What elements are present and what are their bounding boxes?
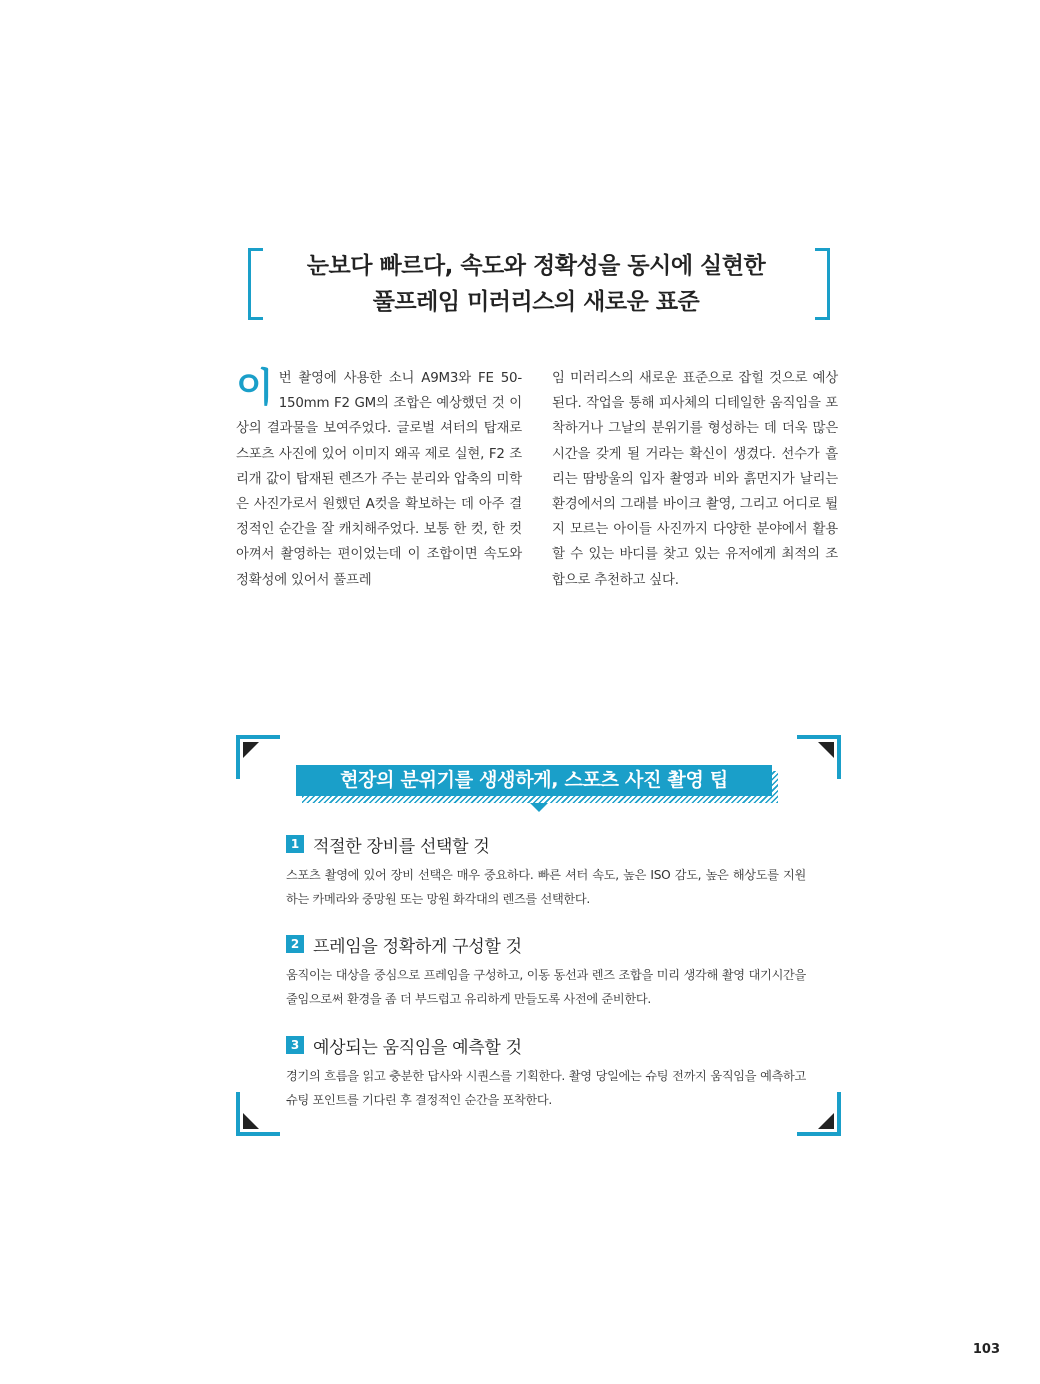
banner-pointer	[530, 803, 548, 812]
tip-number-badge: 2	[286, 935, 304, 953]
body-text-right: 임 미러리스의 새로운 표준으로 잡힐 것으로 예상된다. 작업을 통해 피사체의 디테일한 움직임을 포착하거나 그날의 분위기를 형성하는 데 더욱 많은 시간을 갖게 될 거라는 확신이 생겼다. 선수가 흘리는 땀방울의 입자 촬영과 비와 흙먼지가 날리는 환경에서의 그래블 바이크 촬영, 그리고 어디로 튈지 모르는 아이들 사진까지 다양한 분야에서 활용할 수 있는 바디를 찾고 있는 유저에게 최적의 조합으로 추천하고 싶다.	[552, 371, 838, 588]
tip-body: 경기의 흐름을 읽고 충분한 답사와 시퀀스를 기획한다. 촬영 당일에는 슈팅 전까지 움직임을 예측하고 슈팅 포인트를 기다린 후 결정적인 순간을 포착한다.	[286, 1069, 806, 1107]
tip-1	[286, 832, 806, 911]
body-column-left	[236, 366, 522, 593]
tip-title: 적절한 장비를 선택할 것	[313, 836, 490, 857]
corner-triangle-icon	[818, 1113, 834, 1129]
tip-body: 스포츠 촬영에 있어 장비 선택은 매우 중요하다. 빠른 셔터 속도, 높은 ISO 감도, 높은 해상도를 지원하는 카메라와 중망원 또는 망원 화각대의 렌즈를 선택한다.	[286, 868, 806, 906]
page-number: 103	[972, 1342, 1000, 1357]
corner-triangle-icon	[243, 1113, 259, 1129]
tip-header	[286, 1033, 806, 1057]
tips-banner: 현장의 분위기를 생생하게, 스포츠 사진 촬영 팁	[296, 765, 772, 796]
body-column-right	[552, 366, 838, 593]
tip-title: 프레임을 정확하게 구성할 것	[313, 936, 522, 957]
tip-title: 예상되는 움직임을 예측할 것	[313, 1037, 522, 1058]
title-line-2: 풀프레임 미러리스의 새로운 표준	[372, 289, 700, 315]
corner-triangle-icon	[243, 742, 259, 758]
tip-3	[286, 1033, 806, 1112]
drop-cap: 이	[236, 366, 271, 411]
tip-header	[286, 832, 806, 856]
title-line-1: 눈보다 빠르다, 속도와 정확성을 동시에 실현한	[306, 253, 766, 279]
corner-triangle-icon	[818, 742, 834, 758]
tip-body: 움직이는 대상을 중심으로 프레임을 구성하고, 이동 동선과 렌즈 조합을 미리 생각해 촬영 대기시간을 줄임으로써 환경을 좀 더 부드럽고 유리하게 만들도록 사전에 준비한다.	[286, 968, 806, 1006]
tip-2	[286, 932, 806, 1011]
tip-header	[286, 932, 806, 956]
tip-number-badge: 1	[286, 835, 304, 853]
title-bracket-right	[815, 248, 830, 320]
article-title	[270, 248, 802, 320]
body-text-left: 번 촬영에 사용한 소니 A9M3와 FE 50-150mm F2 GM의 조합은 예상했던 것 이상의 결과물을 보여주었다. 글로벌 셔터의 탑재로 스포츠 사진에 있어 이미지 왜곡 제로 실현, F2 조리개 값이 탑재된 렌즈가 주는 분리와 압축의 미학은 사진가로서 원했던 A컷을 확보하는 데 아주 결정적인 순간을 잘 캐치해주었다. 보통 한 컷, 한 컷 아껴서 촬영하는 편이었는데 이 조합이면 속도와 정확성에 있어서 풀프레	[236, 371, 522, 588]
tip-number-badge: 3	[286, 1036, 304, 1054]
title-bracket-left	[248, 248, 263, 320]
